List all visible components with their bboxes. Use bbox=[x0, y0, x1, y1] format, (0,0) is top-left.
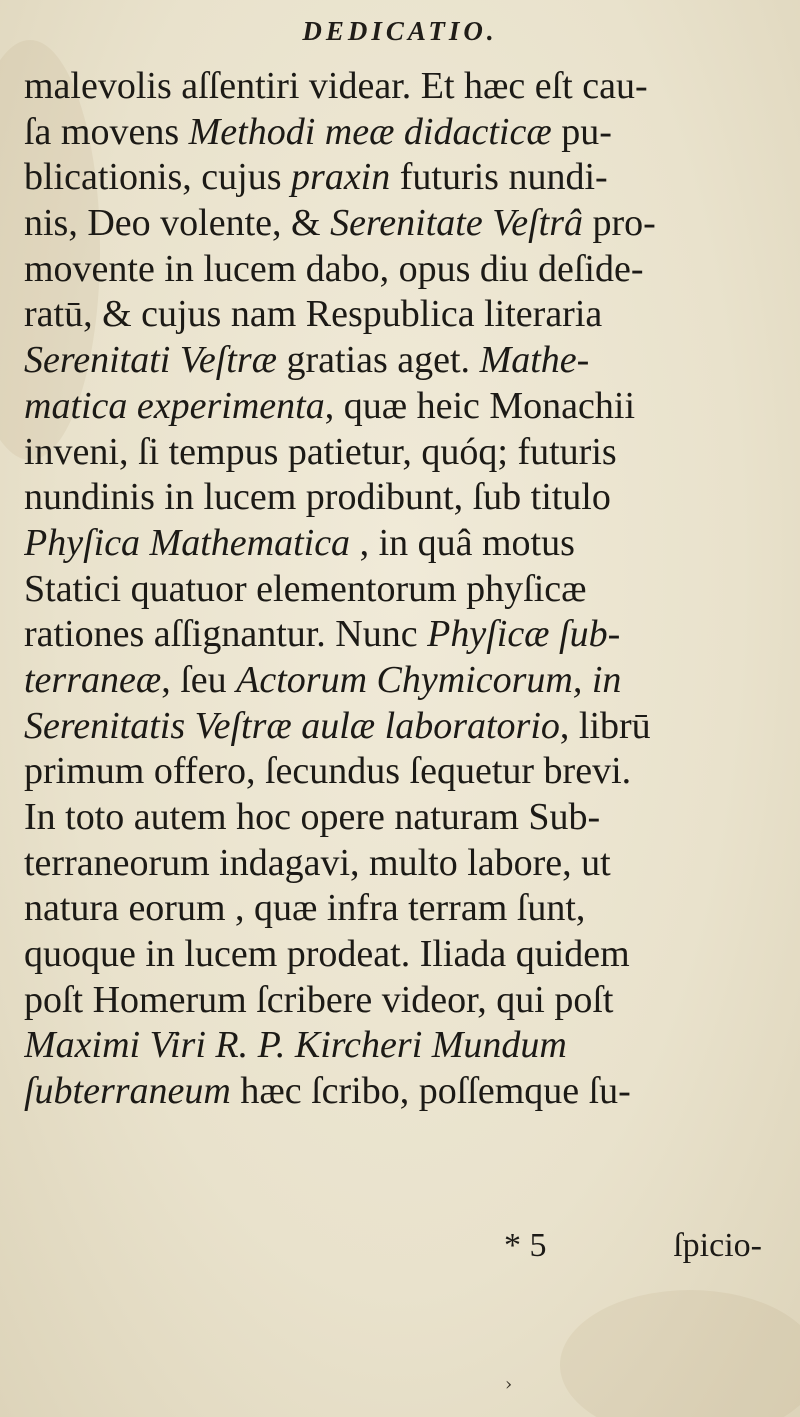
text-line bbox=[24, 658, 780, 704]
text-segment: quoque in lucem prodeat. Iliada quidem bbox=[24, 933, 630, 976]
text-line bbox=[24, 292, 780, 338]
text-segment: ratū, & cujus nam Respublica literaria bbox=[24, 293, 603, 336]
text-segment: , librū bbox=[559, 704, 651, 747]
text-line bbox=[24, 704, 780, 750]
text-line bbox=[24, 841, 780, 887]
text-line bbox=[24, 1069, 780, 1115]
signature-mark: * 5 bbox=[504, 1227, 547, 1264]
italic-text-segment: Maximi Viri R. P. Kircheri Mundum bbox=[24, 1024, 567, 1067]
text-segment: In toto autem hoc opere naturam Sub- bbox=[24, 796, 601, 838]
text-segment: poſt Homerum ſcribere videor, qui poſt bbox=[24, 978, 614, 1021]
text-segment: primum offero, ſecundus ſequetur brevi. bbox=[24, 750, 632, 793]
text-line bbox=[24, 110, 780, 156]
catchword: ſpicio- bbox=[673, 1227, 762, 1264]
text-segment: natura eorum , quæ infra terram ſunt, bbox=[24, 887, 586, 930]
text-line bbox=[24, 1023, 780, 1069]
italic-text-segment: Methodi meæ didacticæ bbox=[188, 110, 552, 153]
text-segment: nundinis in lucem prodibunt, ſub titulo bbox=[24, 476, 611, 519]
italic-text-segment: praxin bbox=[291, 156, 391, 199]
running-head: DEDICATIO. bbox=[302, 16, 498, 46]
catch-line bbox=[24, 1227, 780, 1267]
text-segment: rationes aſſignantur. Nunc bbox=[24, 613, 428, 656]
text-line bbox=[24, 612, 780, 658]
text-segment: , in quâ motus bbox=[350, 521, 575, 564]
italic-text-segment: terraneæ bbox=[24, 658, 162, 701]
text-line bbox=[24, 932, 780, 978]
text-segment: nis, Deo volente, & bbox=[24, 202, 331, 245]
text-line bbox=[24, 567, 780, 613]
text-line bbox=[24, 430, 780, 476]
text-line bbox=[24, 64, 780, 110]
text-line bbox=[24, 384, 780, 430]
text-segment: movente in lucem dabo, opus diu deſide- bbox=[24, 247, 644, 290]
text-segment: inveni, ſi tempus patietur, quóq; futuris bbox=[24, 430, 617, 473]
text-segment: ſa movens bbox=[24, 110, 189, 153]
text-segment: terraneorum indagavi, multo labore, ut bbox=[24, 841, 611, 884]
body-text bbox=[24, 64, 780, 1115]
italic-text-segment: Serenitate Veſtrâ bbox=[330, 202, 583, 245]
text-segment: Statici quatuor elementorum phyſicæ bbox=[24, 567, 587, 610]
paper-stain bbox=[560, 1290, 800, 1417]
italic-text-segment: Serenitatis Veſtræ aulæ laboratorio bbox=[24, 704, 560, 747]
text-line bbox=[24, 749, 780, 795]
text-line bbox=[24, 978, 780, 1024]
text-segment: pu- bbox=[551, 110, 612, 153]
italic-text-segment: Phyſica Mathematica bbox=[24, 521, 351, 564]
italic-text-segment: Phyſicæ ſub- bbox=[427, 613, 621, 656]
text-line bbox=[24, 338, 780, 384]
text-line bbox=[24, 155, 780, 201]
text-segment: hæc ſcribo, poſſemque ſu- bbox=[230, 1070, 631, 1113]
text-line bbox=[24, 247, 780, 293]
italic-text-segment: matica experimenta bbox=[24, 384, 325, 427]
text-line bbox=[24, 521, 780, 567]
text-segment: , ſeu bbox=[161, 658, 237, 701]
text-line bbox=[24, 475, 780, 521]
text-segment: gratias aget. bbox=[276, 339, 480, 382]
text-segment: pro- bbox=[582, 202, 656, 245]
italic-text-segment: Actorum Chymicorum, in bbox=[236, 658, 622, 701]
text-segment: , quæ heic Monachii bbox=[324, 384, 636, 427]
italic-text-segment: Serenitati Veſtræ bbox=[24, 339, 277, 382]
italic-text-segment: ſubterraneum bbox=[24, 1070, 231, 1113]
text-line bbox=[24, 886, 780, 932]
text-segment: malevolis aſſentiri videar. Et hæc eſt cau- bbox=[24, 65, 648, 107]
text-line bbox=[24, 201, 780, 247]
text-line bbox=[24, 795, 780, 841]
text-segment: blicationis, cujus bbox=[24, 156, 292, 199]
italic-text-segment: Mathe- bbox=[479, 339, 590, 382]
scan-mark: › bbox=[505, 1374, 513, 1395]
text-segment: futuris nundi- bbox=[390, 156, 608, 199]
